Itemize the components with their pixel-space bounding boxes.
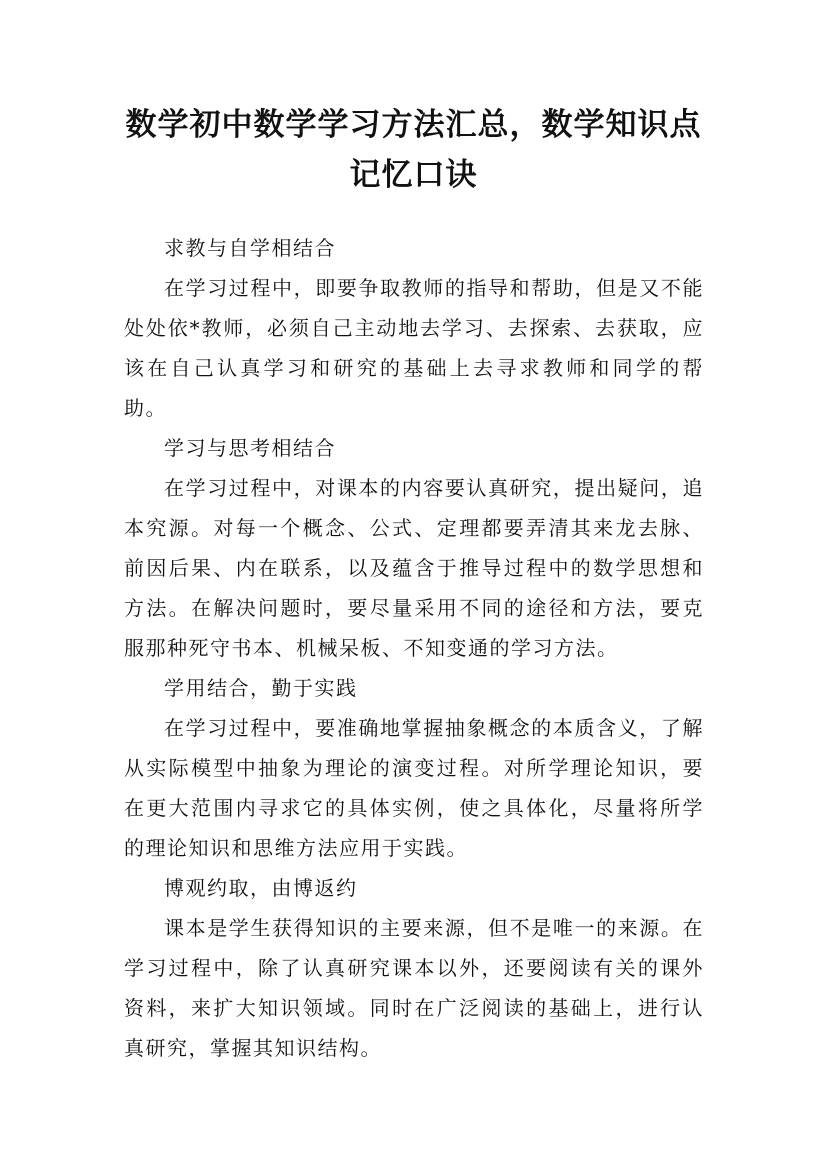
document-body	[124, 228, 704, 1068]
section-heading-4: 博观约取，由博返约	[164, 876, 358, 900]
section-heading-2: 学习与思考相结合	[164, 436, 336, 460]
section-heading-1: 求教与自学相结合	[164, 236, 336, 260]
section-text-1: 在学习过程中，即要争取教师的指导和帮助，但是又不能处处依*教师，必须自己主动地去学习、去探索、去获取，应该在自己认真学习和研究的基础上去寻求教师和同学的帮助。	[124, 276, 704, 420]
document-title: 数学初中数学学习方法汇总，数学知识点记忆口诀	[125, 107, 702, 193]
section-heading-3: 学用结合，勤于实践	[164, 676, 358, 700]
section-text-2: 在学习过程中，对课本的内容要认真研究，提出疑问，追本究源。对每一个概念、公式、定理都要弄清其来龙去脉、前因后果、内在联系，以及蕴含于推导过程中的数学思想和方法。在解决问题时，要尽量采用不同的途径和方法，要克服那种死守书本、机械呆板、不知变通的学习方法。	[124, 476, 704, 660]
section-text-4: 课本是学生获得知识的主要来源，但不是唯一的来源。在学习过程中，除了认真研究课本以外，还要阅读有关的课外资料，来扩大知识领域。同时在广泛阅读的基础上，进行认真研究，掌握其知识结构。	[124, 916, 704, 1060]
section-text-3: 在学习过程中，要准确地掌握抽象概念的本质含义，了解从实际模型中抽象为理论的演变过程。对所学理论知识，要在更大范围内寻求它的具体实例，使之具体化，尽量将所学的理论知识和思维方法应用于实践。	[124, 716, 704, 860]
